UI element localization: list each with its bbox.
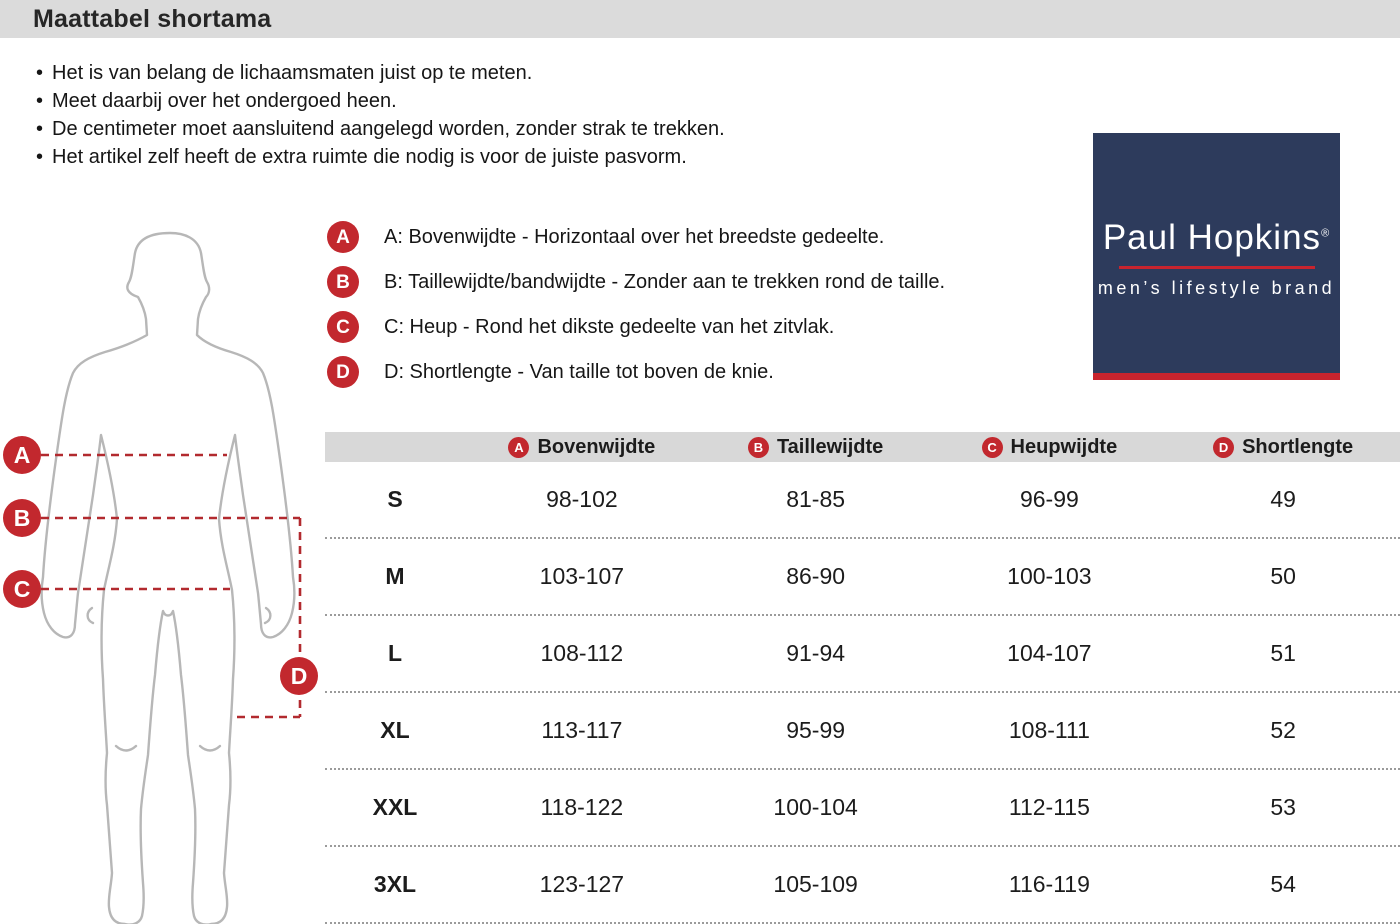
table-row-m: M 103-107 86-90 100-103 50 [325,539,1400,616]
left-thumb-mark [88,608,93,623]
brand-logo [1093,133,1340,380]
legend-item-c [327,311,945,343]
diagram-marker-c-label: C [13,576,31,602]
registered-mark: ® [1321,227,1331,240]
legend-badge-d: D [327,356,359,388]
instruction-item: • Het artikel zelf heeft de extra ruimte die nodig is voor de juiste pasvorm. [36,143,725,171]
left-knee-mark [116,746,136,751]
size-table [325,432,1400,924]
legend-badge-b: B [327,266,359,298]
right-knee-mark [200,746,220,751]
legend-item-d [327,356,945,388]
header-bovenwijdte: A Bovenwijdte [465,436,699,459]
page-header [0,0,1400,38]
right-thumb-mark [265,608,270,623]
table-row-3xl: 3XL 123-127 105-109 116-119 54 [325,847,1400,924]
header-heupwijdte: C Heupwijdte [933,436,1167,459]
table-row-xl: XL 113-117 95-99 108-111 52 [325,693,1400,770]
table-row-s: S 98-102 81-85 96-99 49 [325,462,1400,539]
legend-text-a: A: Bovenwijdte - Horizontaal over het breedste gedeelte. [384,225,885,248]
header-taillewijdte: B Taillewijdte [699,436,933,459]
size-table-header [325,432,1400,462]
legend-text-d: D: Shortlengte - Van taille tot boven de knie. [384,360,774,383]
logo-divider [1119,266,1315,269]
legend-item-b [327,266,945,298]
legend-item-a [327,221,945,253]
legend-text-c: C: Heup - Rond het dikste gedeelte van het zitvlak. [384,315,835,338]
measurement-legend [327,221,945,401]
diagram-markers [3,436,318,695]
diagram-marker-d-label: D [290,663,308,689]
instructions-list [36,59,725,171]
diagram-marker-a-label: A [13,442,31,468]
header-badge-b: B [748,437,769,458]
table-row-xxl: XXL 118-122 100-104 112-115 53 [325,770,1400,847]
legend-badge-c: C [327,311,359,343]
instruction-item: • Het is van belang de lichaamsmaten juist op te meten. [36,59,725,87]
instruction-item: • De centimeter moet aansluitend aangelegd worden, zonder strak te trekken. [36,115,725,143]
legend-text-b: B: Taillewijdte/bandwijdte - Zonder aan te trekken rond de taille. [384,270,946,293]
header-badge-a: A [508,437,529,458]
header-badge-d: D [1213,437,1234,458]
legend-badge-a: A [327,221,359,253]
body-outline [42,233,295,924]
page-title: Maattabel shortama [33,4,272,33]
table-row-l: L 108-112 91-94 104-107 51 [325,616,1400,693]
header-badge-c: C [982,437,1003,458]
instruction-item: • Meet daarbij over het ondergoed heen. [36,87,725,115]
body-measurement-diagram [0,226,340,924]
brand-name: Paul Hopkins® [1102,218,1331,257]
brand-tagline: men’s lifestyle brand [1097,278,1336,298]
diagram-marker-b-label: B [13,505,31,531]
header-shortlengte: D Shortlengte [1166,436,1400,459]
